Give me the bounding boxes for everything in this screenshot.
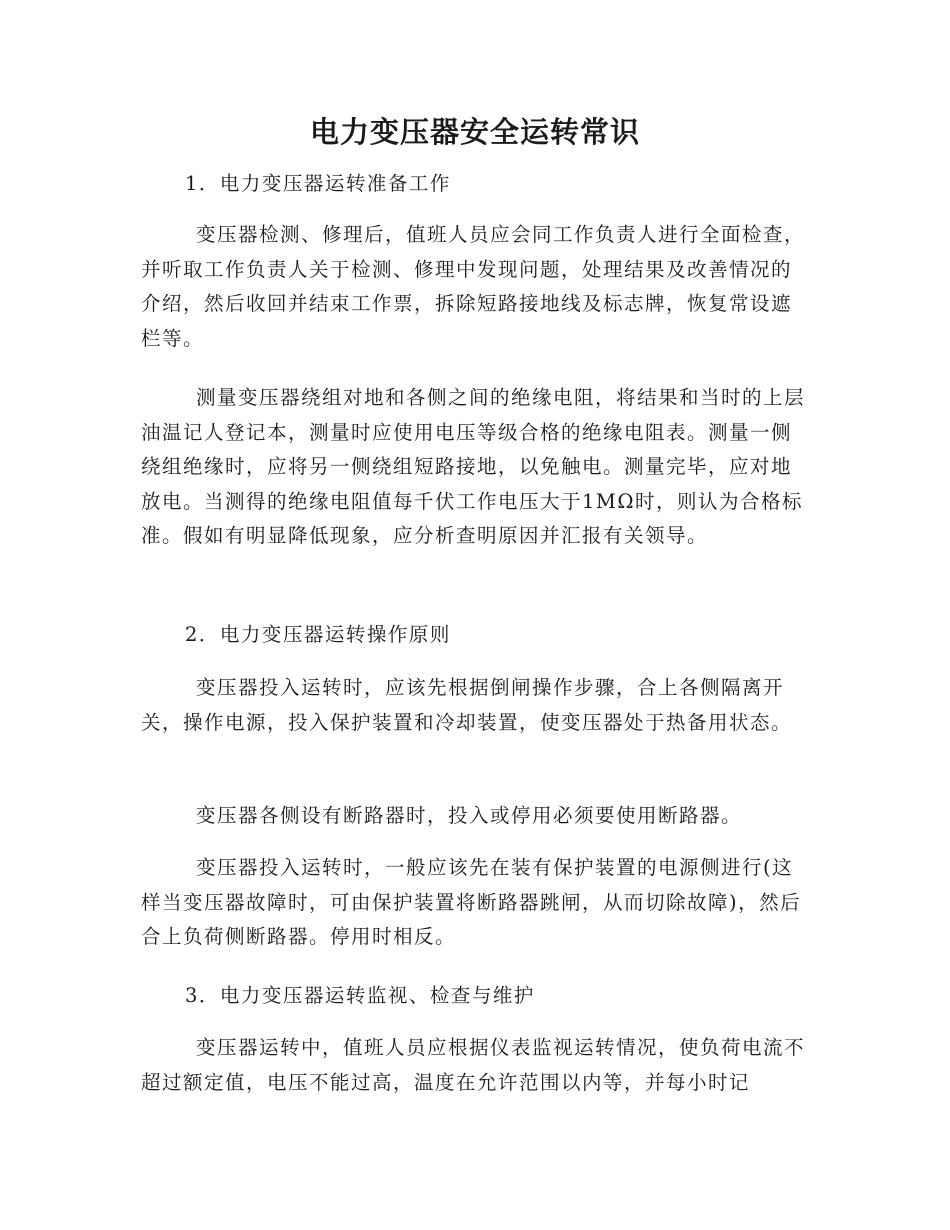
section-heading-3: 3．电力变压器运转监视、检查与维护 xyxy=(185,984,535,1007)
section-heading-2: 2．电力变压器运转操作原则 xyxy=(185,623,451,646)
paragraph-1: 变压器检测、修理后，值班人员应会同工作负责人进行全面检查，并听取工作负责人关于检测、修理中发现问题，处理结果及改善情况的介绍，然后收回并结束工作票，拆除短路接地线及标志牌，恢复常设遮栏等。 xyxy=(141,223,806,350)
paragraph-3: 变压器投入运转时，应该先根据倒闸操作步骤，合上各侧隔离开关，操作电源，投入保护装置和冷却装置，使变压器处于热备用状态。 xyxy=(141,676,793,734)
paragraph-6: 变压器运转中，值班人员应根据仪表监视运转情况，使负荷电流不超过额定值，电压不能过高，温度在允许范围以内等，并每小时记 xyxy=(141,1036,806,1094)
section-heading-1: 1．电力变压器运转准备工作 xyxy=(185,172,451,195)
paragraph-5: 变压器投入运转时，一般应该先在装有保护装置的电源侧进行(这样当变压器故障时，可由保护装置将断路器跳闸，从而切除故障)，然后合上负荷侧断路器。停用时相反。 xyxy=(141,856,802,948)
paragraph-2: 测量变压器绕组对地和各侧之间的绝缘电阻，将结果和当时的上层油温记人登记本，测量时应使用电压等级合格的绝缘电阻表。测量一侧绕组绝缘时，应将另一侧绕组短路接地，以免触电。测量完毕，应对地放电。当测得的绝缘电阻值每千伏工作电压大于1MΩ时，则认为合格标准。假如有明显降低现象，应分析查明原因并汇报有关领导。 xyxy=(141,386,806,547)
paragraph-4: 变压器各侧设有断路器时，投入或停用必须要使用断路器。 xyxy=(196,804,743,827)
document-title: 电力变压器安全运转常识 xyxy=(309,115,640,149)
